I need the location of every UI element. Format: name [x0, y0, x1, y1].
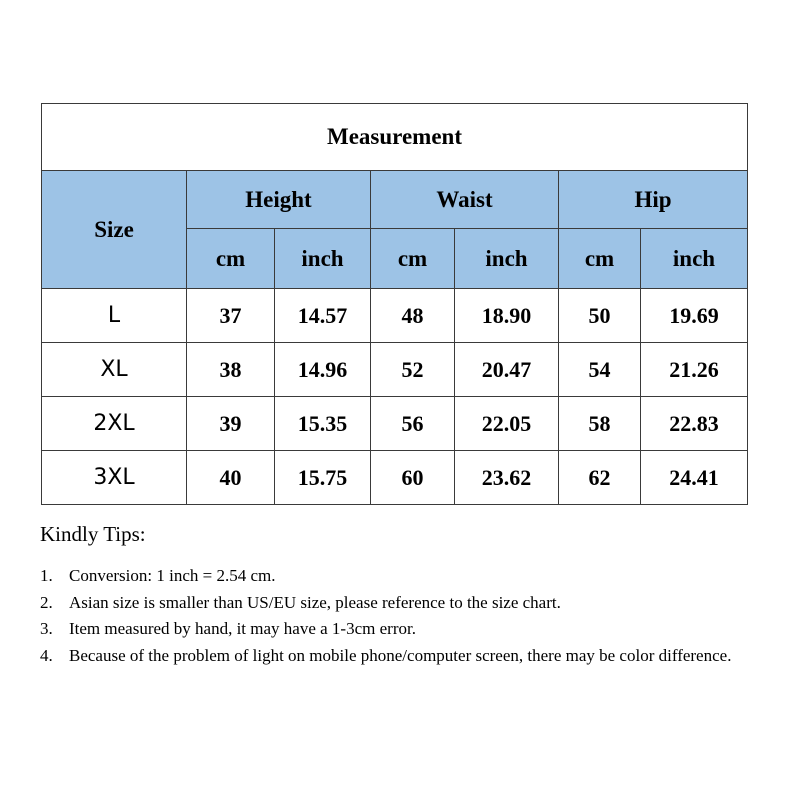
table-row	[42, 289, 748, 343]
height-inch-cell: 15.75	[275, 451, 371, 505]
hip-cm-cell: 50	[559, 289, 641, 343]
size-chart-table	[41, 103, 748, 505]
size-cell: L	[42, 289, 187, 343]
table-title: Measurement	[42, 104, 748, 171]
hip-cm-cell: 58	[559, 397, 641, 451]
height-group-header: Height	[187, 171, 371, 229]
waist-inch-header: inch	[455, 229, 559, 289]
table-row	[42, 451, 748, 505]
waist-cm-cell: 56	[371, 397, 455, 451]
height-cm-cell: 37	[187, 289, 275, 343]
waist-cm-cell: 52	[371, 343, 455, 397]
height-inch-cell: 15.35	[275, 397, 371, 451]
size-cell: 3XL	[42, 451, 187, 505]
tip-text: Asian size is smaller than US/EU size, please reference to the size chart.	[69, 592, 561, 612]
waist-cm-cell: 48	[371, 289, 455, 343]
size-cell: XL	[42, 343, 187, 397]
height-inch-header: inch	[275, 229, 371, 289]
tips-list	[40, 563, 760, 669]
kindly-tips-section	[40, 522, 760, 669]
height-cm-cell: 40	[187, 451, 275, 505]
table-row	[42, 397, 748, 451]
hip-cm-header: cm	[559, 229, 641, 289]
hip-inch-header: inch	[641, 229, 748, 289]
waist-inch-cell: 18.90	[455, 289, 559, 343]
tip-number: 3.	[40, 619, 53, 638]
tip-text: Item measured by hand, it may have a 1-3cm error.	[69, 619, 416, 638]
tip-item	[40, 643, 760, 670]
waist-inch-cell: 22.05	[455, 397, 559, 451]
tip-text: Conversion: 1 inch = 2.54 cm.	[69, 566, 276, 585]
waist-cm-header: cm	[371, 229, 455, 289]
waist-inch-cell: 23.62	[455, 451, 559, 505]
height-inch-cell: 14.57	[275, 289, 371, 343]
tips-heading: Kindly Tips:	[40, 522, 146, 546]
size-column-header: Size	[42, 171, 187, 289]
height-cm-cell: 39	[187, 397, 275, 451]
hip-inch-cell: 22.83	[641, 397, 748, 451]
tip-text: Because of the problem of light on mobile phone/computer screen, there may be color difference.	[69, 645, 732, 665]
tip-number: 1.	[40, 566, 53, 585]
tip-number: 2.	[40, 592, 53, 612]
hip-inch-cell: 21.26	[641, 343, 748, 397]
size-cell: 2XL	[42, 397, 187, 451]
hip-group-header: Hip	[559, 171, 748, 229]
hip-cm-cell: 54	[559, 343, 641, 397]
hip-cm-cell: 62	[559, 451, 641, 505]
tip-item	[40, 590, 760, 617]
height-cm-header: cm	[187, 229, 275, 289]
waist-cm-cell: 60	[371, 451, 455, 505]
hip-inch-cell: 24.41	[641, 451, 748, 505]
tip-item	[40, 616, 760, 643]
waist-group-header: Waist	[371, 171, 559, 229]
height-cm-cell: 38	[187, 343, 275, 397]
height-inch-cell: 14.96	[275, 343, 371, 397]
hip-inch-cell: 19.69	[641, 289, 748, 343]
tip-item	[40, 563, 760, 590]
tip-number: 4.	[40, 645, 53, 665]
table-row	[42, 343, 748, 397]
waist-inch-cell: 20.47	[455, 343, 559, 397]
